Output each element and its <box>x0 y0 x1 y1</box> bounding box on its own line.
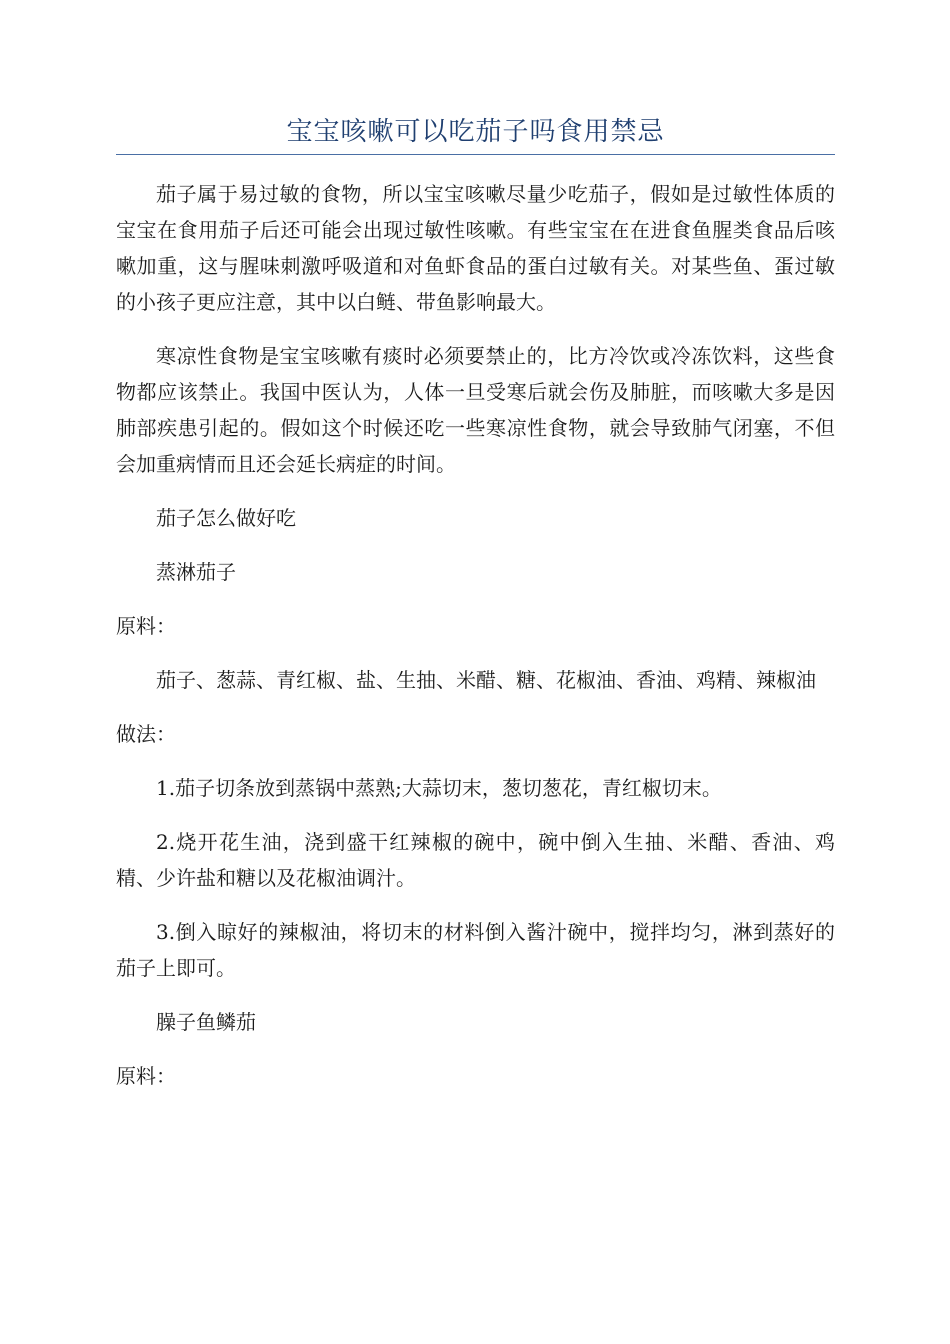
method-label: 做法： <box>116 722 176 746</box>
document-title: 宝宝咳嗽可以吃茄子吗食用禁忌 <box>286 117 665 147</box>
method-step-3: 3.倒入晾好的辣椒油，将切末的材料倒入酱汁碗中，搅拌均匀，淋到蒸好的茄子上即可。 <box>116 920 835 980</box>
document-body <box>116 176 835 1112</box>
ingredients-label: 原料： <box>116 614 176 638</box>
title-underline <box>116 154 835 155</box>
method-step-1: 1.茄子切条放到蒸锅中蒸熟;大蒜切末，葱切葱花，青红椒切末。 <box>156 776 722 800</box>
method-step-2: 2.烧开花生油，浇到盛干红辣椒的碗中，碗中倒入生抽、米醋、香油、鸡精、少许盐和糖以及花椒油调汁。 <box>116 830 835 890</box>
section-heading-how-to-cook: 茄子怎么做好吃 <box>156 506 296 530</box>
recipe-title-minced-eggplant: 臊子鱼鳞茄 <box>156 1010 256 1034</box>
ingredients-label-2: 原料： <box>116 1064 176 1088</box>
paragraph-cold-food: 寒凉性食物是宝宝咳嗽有痰时必须要禁止的，比方冷饮或冷冻饮料，这些食物都应该禁止。我国中医认为，人体一旦受寒后就会伤及肺脏，而咳嗽大多是因肺部疾患引起的。假如这个时候还吃一些寒凉性食物，就会导致肺气闭塞，不但会加重病情而且还会延长病症的时间。 <box>116 344 835 476</box>
ingredients-list: 茄子、葱蒜、青红椒、盐、生抽、米醋、糖、花椒油、香油、鸡精、辣椒油 <box>156 668 816 692</box>
recipe-title-steamed-eggplant: 蒸淋茄子 <box>156 560 236 584</box>
paragraph-allergy: 茄子属于易过敏的食物，所以宝宝咳嗽尽量少吃茄子，假如是过敏性体质的宝宝在食用茄子后还可能会出现过敏性咳嗽。有些宝宝在在进食鱼腥类食品后咳嗽加重，这与腥味刺激呼吸道和对鱼虾食品的蛋白过敏有关。对某些鱼、蛋过敏的小孩子更应注意，其中以白鲢、带鱼影响最大。 <box>116 182 835 314</box>
